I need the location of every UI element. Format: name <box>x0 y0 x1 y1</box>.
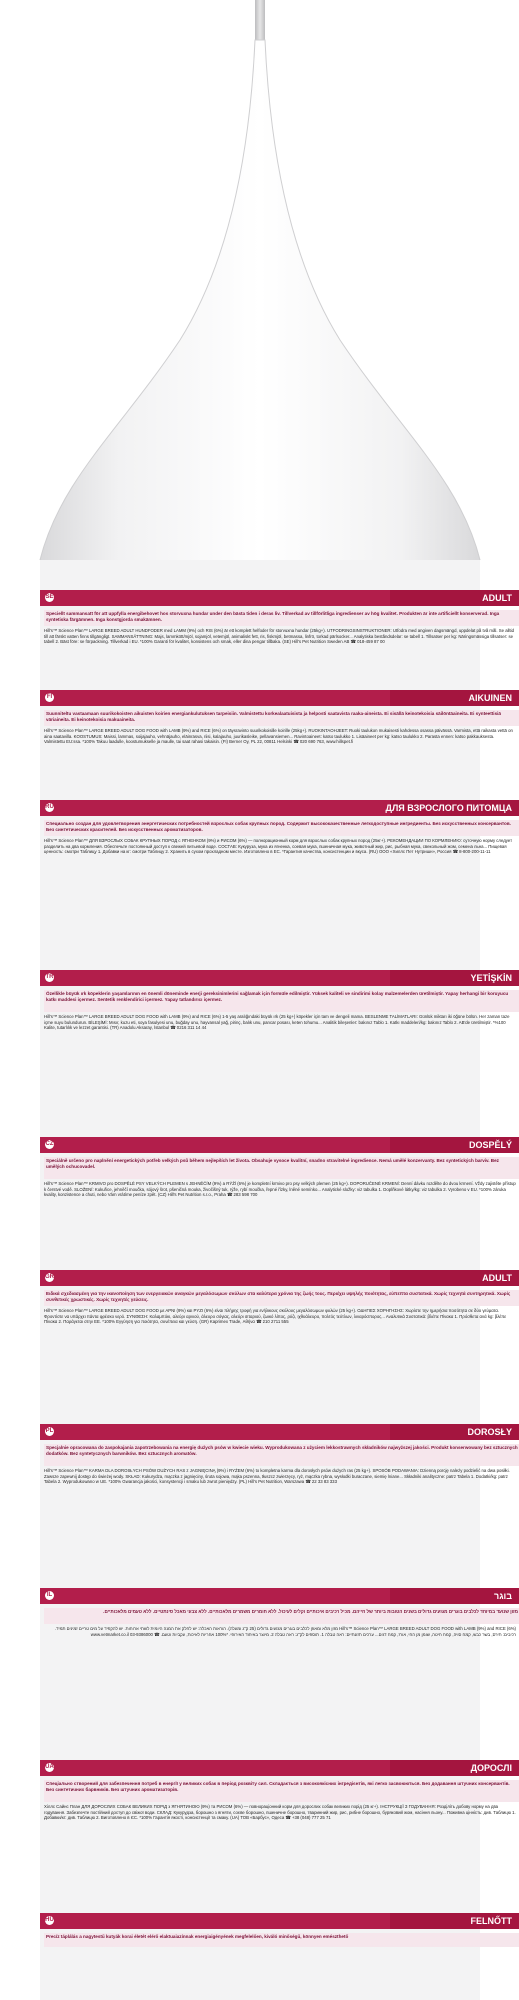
bag-neck <box>255 0 265 40</box>
section-header <box>40 800 519 816</box>
section-title: DOSPĚLÝ <box>468 1140 512 1150</box>
section-intro: Спеціально створений для забезпечення потреб в енергії у великих собак в період розквіту сил. Складається з високоякісних інгредієнтів, які легко засвоюються. Без додавання штучних консервантів. Без синтетичних барвників. Без штучних ароматизаторів. <box>44 1780 519 1802</box>
section-header <box>40 1760 519 1776</box>
section-body: Hill's™ Science Plan™ LARGE BREED ADULT HUNDFODER med LAMM (9%) och RIS (6%) är ett komplett helfoder för storvuxna hundar (25kg+). UTFODRINGSINSTRUKTIONER: Utfodra med angiven dagsmängd, uppdelat på två mål. Se alltid till att färskt vatten finns tillgängligt. SAMMANSÄTTNING: Majs, lammkött/mjöl, sojamjöl, vetemjöl, animaliskt fett, ris, fiskmjöl, betmassa, linfrö, torkad pärlsocker... Analytiska beståndsdelar: se tabell 1. Tillsatser per kg: Näringsmässiga tillsatser: se tabell 2. Bäst före: se förpackning. Tillverkad i EU. *100% Garanti för kvalitet, konsistens och smak, eller dina pengar tillbaka. (SE) Hill's Pet Nutrition Sweden AB ☎ 018-459 87 00 <box>44 628 515 645</box>
language-code: CZ <box>45 1141 54 1147</box>
section-body: Hill's™ Science Plan™ LARGE BREED ADULT DOG FOOD με ΑΡΝΙ (9%) και ΡΥΖΙ (6%) είναι πλήρης τροφή για ενήλικους σκύλους μεγαλόσωμων φυλών (25 kg+). ΟΔΗΓΙΕΣ ΧΟΡΗΓΗΣΗΣ: Χωρίστε την ημερήσια ποσότητα σε δύο γεύματα. Φροντίστε να υπάρχει πάντα φρέσκο νερό. ΣΥΝΘΕΣΗ: Καλαμπόκι, αλεύρι αρνιού, άλευρο σόγιας, αλεύρι σιταριού, ζωικό λίπος, ρύζι, ιχθυάλευρο, πολτός τεύτλων, λιναρόσπορος... Αναλυτικά Συστατικά: βλέπε Πίνακα 1. Πρόσθετα ανά kg: βλέπε Πίνακα 2. Παράγεται στην ΕΕ. *100% Εγγύηση για ποιότητα, συνέπεια και γεύση. (GR) Kaprimex Trade, Αθήνα ☎ 210 2711 555 <box>44 1308 507 1325</box>
language-code: GR <box>45 1274 54 1280</box>
section-intro: Specjalnie opracowana do zaspokajania zapotrzebowania na energię dużych psów w kwiecie wieku. Wyprodukowana z użyciem lekkostrawnych składników najwyższej jakości. Produkt konserwowany bez sztucznych dodatków. Bez syntetycznych barwników. Bez sztucznych aromatów. <box>44 1444 519 1466</box>
section-body: Hill's™ Science Plan™ LARGE BREED ADULT DOG FOOD with LAMB (9%) and RICE (6%) 1-5 yaş aralığındaki büyük ırk (25 kg+) köpekler için tam ve dengeli mama. BESLENME TALİMATLARI: Günlük miktarı iki öğüne bölün. Her zaman taze içme suyu bulundurun. BİLEŞİMİ: Mısır, kuzu eti, soya fasulyesi unu, buğday unu, hayvansal yağ, pirinç, balık unu, pancar posası, keten tohumu... Analitik bileşenler: bakınız Tablo 1. Katkı maddeleri/kg: bakınız Tablo 2. AB'de üretilmiştir. *%100 Kalite, tutarlılık ve lezzet garantisi. (TR) Anadolu Aksaray, İstanbul ☎ 0216 311 14 44 <box>44 1014 510 1031</box>
language-code: PL <box>45 1428 54 1434</box>
section-intro: Suunniteltu vastaamaan suurikokoisten aikuisten koirien energiankulutuksen tarpeisiin. Valmistettu korkealaatuisista ja helposti saatavista raaka-aineista. Ei sisällä keinotekoisia säilöntäaineita. Ei synteettisiä väriaineita. Ei keinotekoisia makuaineita. <box>44 710 519 726</box>
section-body: Hill's™ Science Plan™ ДЛЯ ВЗРОСЛЫХ СОБАК КРУПНЫХ ПОРОД с ЯГНЕНКОМ (9%) и РИСОМ (6%) — полнорационный корм для взрослых собак крупных пород (25кг+). РЕКОМЕНДАЦИИ ПО КОРМЛЕНИЮ: суточную норму следует разделить на два кормления. Обеспечьте постоянный доступ к свежей питьевой воде. СОСТАВ: Кукуруза, мука из ягненка, соевая мука, пшеничная мука, животный жир, рис, рыбная мука, свекольный жом, семена льна... Пищевая ценность: смотри Таблицу 1. Добавки на кг: смотри Таблицу 2. Хранить в сухом прохладном месте. Изготовлено в ЕС. *Гарантия качества, консистенции и вкуса. (RU) ООО «Хиллс Пет Нутришн», Россия ☎ 8-800-200-11-11 <box>44 838 513 855</box>
section-header <box>40 970 519 986</box>
section-header <box>40 1270 519 1286</box>
section-body: Hill's™ Science Plan™ LARGE BREED ADULT DOG FOOD with LAMB (9%) and RICE (6%) on täysravinto suurikokoisille koirille (25kg+). RUOKINTAOHJEET: Ruoki taulukon mukaisesti kahdessa osassa päivässä. Varmista, että raikasta vettä on aina saatavilla. KOOSTUMUS: Maissi, lammas, soijajauho, vehnäjauho, eläinrasva, riisi, kalajauho, juurikasleike, pellavansiemen... Ravintoaineet: katso taulukko 1. Lisäaineet per kg: katso taulukko 2. Parasta ennen: katso pakkauksesta. Valmistettu EU:ssa. *100% Takuu laadulle, koostumukselle ja maulle, tai saat rahasi takaisin. (FI) Berner Oy, PL 22, 00811 Helsinki ☎ 020 690 763, www.hillspet.fi <box>44 728 513 745</box>
section-intro: Специально создан для удовлетворения энергетических потребностей взрослых собак крупных пород. Содержит высококачественные легкодоступные ингредиенты. Без искусственных консервантов. Без синтетических красителей. Без искусственных ароматизаторов. <box>44 820 519 836</box>
section-header <box>40 1424 519 1440</box>
section-intro: מזון שנועד במיוחד לכלבים בוגרים מגזעים גדולים בשנים הטובות ביותר של חייהם. מכיל רכיבים איכותיים וקלים לעיכול. ללא חומרים משמרים מלאכותיים. ללא צבעי מאכל סינתטיים. ללא טעמים מלאכותיים. <box>44 1608 519 1624</box>
section-intro: Ειδικά σχεδιασμένη για την ικανοποίηση των ενεργειακών αναγκών μεγαλόσωμων σκύλων στα καλύτερα χρόνια της ζωής τους. Περιέχει υψηλής ποιότητας, εύπεπτα συστατικά. Χωρίς τεχνητά συντηρητικά. Χωρίς συνθετικές χρωστικές. Χωρίς τεχνητές γεύσεις. <box>44 1290 519 1306</box>
section-title: בוגר <box>494 1591 512 1601</box>
section-intro: Precíz táplálás a nagytestű kutyák korai életét elérő elaktuaiazínnak energiaigényének megfelelően, kiváló minőségű, könnyen emészthető <box>44 1933 519 1947</box>
section-title: YETİŞKİN <box>470 973 512 983</box>
section-body: Hill's™ Science Plan™ LARGE BREED ADULT DOG FOOD with LAMB (9%) and RICE (6%) מזון מלא ומאוזן לכלבים בוגרים מגזעים גדולים (25 ק"ג ומעלה). הוראות האכלה: יש לחלק את המנה היומית לשתי ארוחות. יש להקפיד על מים טריים זמינים תמיד. רכיבים: תירס, בשר כבש, קמח סויה, קמח חיטה, שומן מן החי, אורז, קמח דגים... ערכים תזונתיים: ראה טבלה 1. תוספים לק"ג: ראה טבלה 2. מיוצר באיחוד האירופי. *100% אחריות לאיכות, עקביות וטעם. ☎ 03-9386000 www.vetmarket.co.il <box>54 1626 516 1637</box>
section-title: FELNŐTT <box>470 1916 512 1926</box>
section-title: AIKUINEN <box>468 693 512 703</box>
language-code: IL <box>46 1592 53 1598</box>
section-header <box>40 690 519 706</box>
language-code: UA <box>45 1764 54 1770</box>
section-title: ДЛЯ ВЗРОСЛОГО ПИТОМЦА <box>385 803 512 813</box>
language-code: SE <box>45 594 54 600</box>
section-body <box>44 1949 516 1979</box>
section-intro: Speciellt sammansatt för att uppfylla energibehovet hos storvuxna hundar under den bästa tiden i deras liv. Tillverkad av tillförlitliga ingredienser av hög kvalitet. Produkten är inte artificiellt konserverad. Inga syntetiska färgämnen. Inga konstgjorda smakämnen. <box>44 610 519 626</box>
section-header <box>40 590 519 606</box>
section-title: DOROSŁY <box>467 1427 512 1437</box>
section-body: Hill's™ Science Plan™ KRMIVO pro DOSPĚLÉ PSY VELKÝCH PLEMEN s JEHNĚČÍM (9%) a RÝŽÍ (6%) je kompletní krmivo pro psy velkých plemen (25 kg+). DOPORUČENÉ KRMENÍ: Denní dávku rozdělte do dvou krmení. Vždy zajistěte přístup k čerstvé vodě. SLOŽENÍ: Kukuřice, jehněčí moučka, sójový šrot, pšeničná mouka, živočišný tuk, rýže, rybí moučka, řepné řízky, lněné semínko... Analytické složky: viz tabulka 1. Doplňkové látky/kg: viz tabulka 2. Vyrobeno v EU. *100% záruka kvality, konzistence a chuti, nebo Vám vrátíme peníze zpět. (CZ) Hill's Pet Nutrition s.r.o., Praha ☎ 283 598 700 <box>44 1181 516 1198</box>
section-body: Хіллс Сайнс План ДЛЯ ДОРОСЛИХ СОБАК ВЕЛИКИХ ПОРІД з ЯГНЯТИНОЮ (9%) та РИСОМ (6%) — повнораціонний корм для дорослих собак великих порід (25 кг+). ІНСТРУКЦІЇ З ГОДУВАННЯ: Розділіть добову норму на два годування. Забезпечте постійний доступ до свіжої води. СКЛАД: Кукурудза, борошно з ягняти, соєве борошно, пшеничне борошно, тваринний жир, рис, рибне борошно, буряковий жом, насіння льону... Поживна цінність: див. Таблицю 1. Добавки/кг: див. Таблицю 2. Виготовлено в ЄС. *100% Гарантія якості, консистенції та смаку. (UA) ТОВ «Барбус», Одеса ☎ +38 (048) 777 25 71 <box>44 1804 516 1821</box>
section-title: ДОРОСЛІ <box>470 1763 512 1773</box>
language-code: FI <box>46 694 53 700</box>
section-intro: Speciálně určeno pro naplnění energetických potřeb velkých psů během nejlepších let života. Obsahuje vysoce kvalitní, snadno stravitelné ingredience. Nemá umělé konzervanty. Bez syntetických barviv. Bez umělých ochucovadel. <box>44 1157 519 1179</box>
language-code: RU <box>45 804 54 810</box>
language-code: HU <box>45 1917 54 1923</box>
section-title: ADULT <box>482 593 512 603</box>
bag-left-edge <box>0 560 40 2000</box>
section-title: ADULT <box>482 1273 512 1283</box>
section-header <box>40 1588 519 1604</box>
section-intro: Özellikle büyük ırk köpeklerin yaşamlarının en önemli döneminde enerji gereksinimlerini sağlamak için formüle edilmiştir. Yüksek kaliteli ve sindirimi kolay malzemelerden üretilmiştir. Yapay herhangi bir koruyucu katkı maddesi içermez. Sentetik renklendirici içermez. Yapay tatlandırıcı içermez. <box>44 990 519 1012</box>
section-header <box>40 1137 519 1153</box>
language-code: TR <box>45 974 54 980</box>
section-header <box>40 1913 519 1929</box>
section-body: Hill's™ Science Plan™ KARMA DLA DOROSŁYCH PSÓW DUŻYCH RAS z JAGNIĘCINĄ (9%) i RYŻEM (6%) to kompletna karma dla dorosłych psów dużych ras (25 kg+). SPOSÓB PODAWANIA: Dzienną porcję należy podzielić na dwa posiłki. Zawsze zapewnij dostęp do świeżej wody. SKŁAD: Kukurydza, mączka z jagnięciny, śruta sojowa, mąka pszenna, tłuszcz zwierzęcy, ryż, mączka rybna, wysłodki buraczane, siemię lniane... Składniki analityczne: patrz Tabela 1. Dodatki/kg: patrz Tabela 2. Wyprodukowano w UE. *100% Gwarancja jakości, konsystencji i smaku lub zwrot pieniędzy. (PL) Hill's Pet Nutrition, Warszawa ☎ 22 33 83 333 <box>44 1468 510 1485</box>
